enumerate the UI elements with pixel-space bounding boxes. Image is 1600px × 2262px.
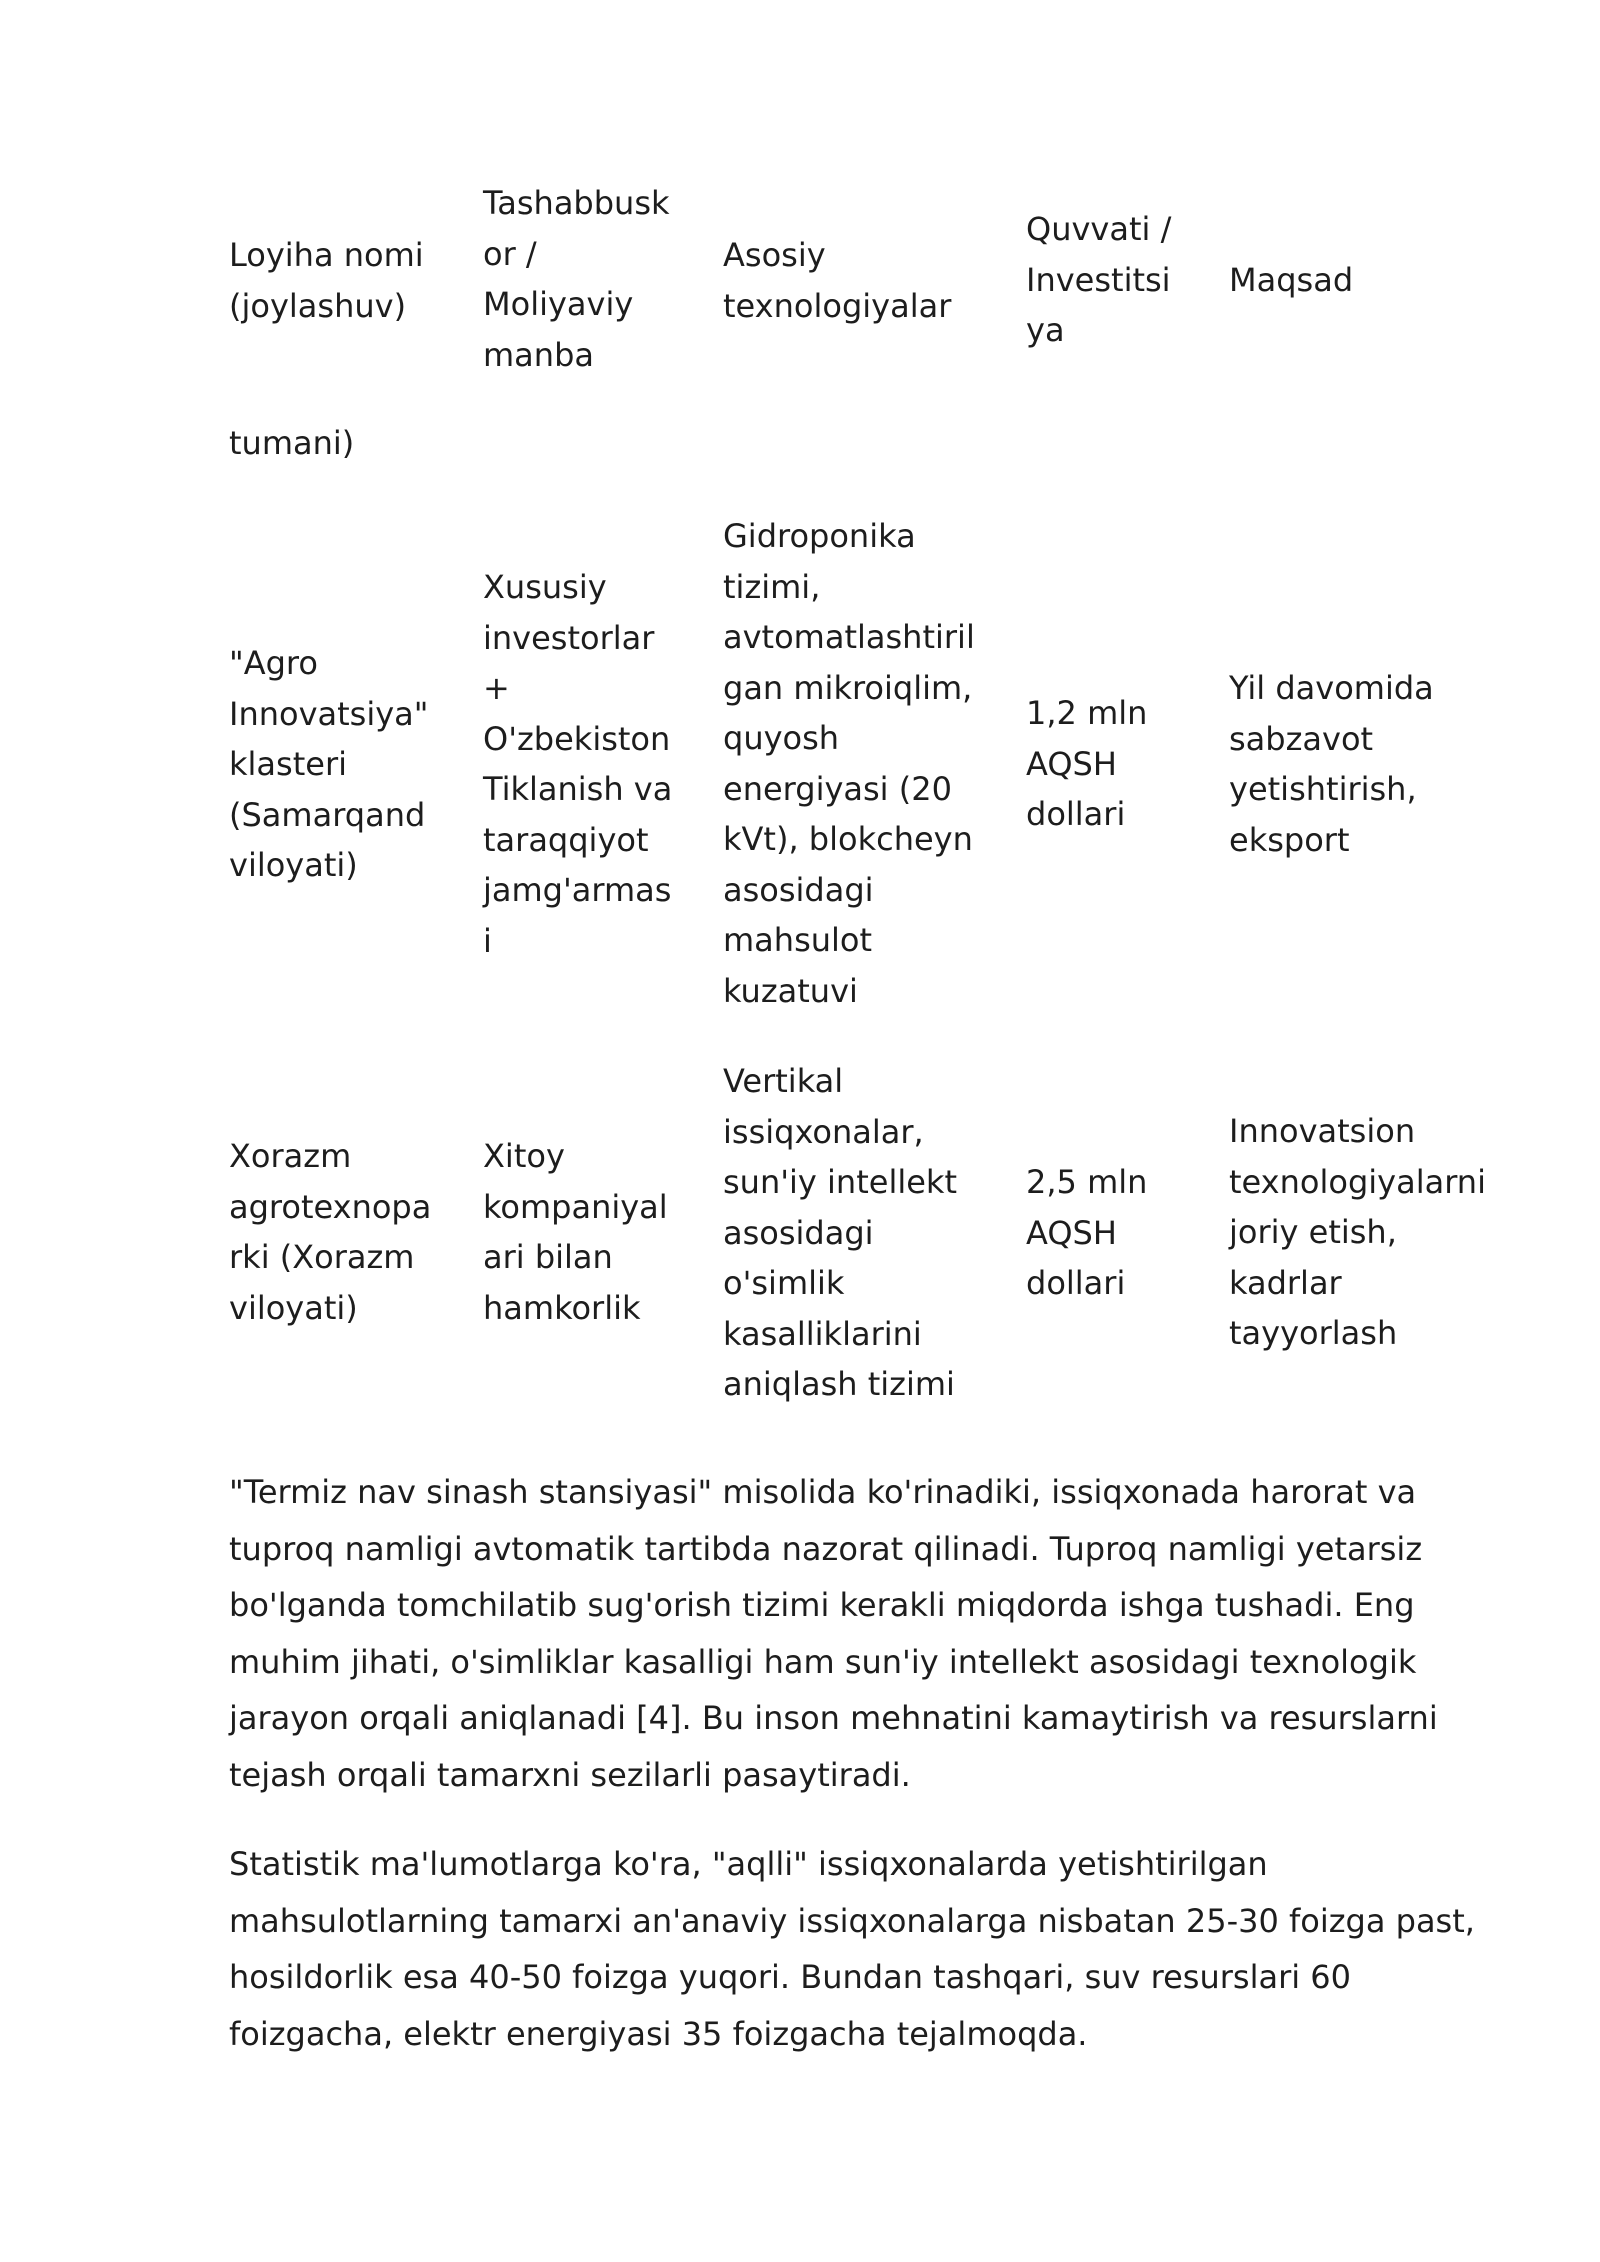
body-paragraph: Statistik ma'lumotlarga ko'ra, "aqlli" issiqxonalarda yetishtirilgan mahsulotlarning tamarxi an'anaviy issiqxonalarga nisbatan 25-30 foizga past, hosildorlik esa 40-50 foizga yuqori. Bundan tashqari, suv resurslari 60 foizgacha, elektr energiyasi 35 foizgacha tejalmoqda.: [229, 1845, 1475, 2053]
row1-goal: Yil davomida sabzavot yetishtirish, eksport: [1229, 669, 1434, 859]
header-goal: Maqsad: [1229, 261, 1354, 299]
header-technologies: Asosiy texnologiyalar: [723, 236, 952, 325]
header-capacity: Quvvati / Investitsi ya: [1026, 210, 1172, 349]
row2-capacity: 2,5 mln AQSH dollari: [1026, 1163, 1148, 1302]
row2-goal: Innovatsion texnologiyalarni joriy etish, kadrlar tayyorlash: [1229, 1112, 1486, 1352]
header-project-name: Loyiha nomi (joylashuv): [229, 236, 424, 325]
row2-technologies: Vertikal issiqxonalar, sun'iy intellekt asosidagi o'simlik kasalliklarini aniqlash tizimi: [723, 1062, 957, 1403]
body-paragraph: "Termiz nav sinash stansiyasi" misolida ko'rinadiki, issiqxonada harorat va tuproq namligi avtomatik tartibda nazorat qilinadi. Tuproq namligi yetarsiz bo'lganda tomchilatib sug'orish tizimi kerakli miqdorda ishga tushadi. Eng muhim jihati, o'simliklar kasalligi ham sun'iy intellekt asosidagi texnologik jarayon orqali aniqlanadi [4]. Bu inson mehnatini kamaytirish va resurslarni tejash orqali tamarxni sezilarli pasaytiradi.: [229, 1473, 1438, 1794]
row1-technologies: Gidroponika tizimi, avtomatlashtiril gan mikroiqlim, quyosh energiyasi (20 kVt), blokcheyn asosidagi mahsulot kuzatuvi: [723, 517, 975, 1010]
row2-project-name: Xorazm agrotexnopa rki (Xorazm viloyati): [229, 1137, 432, 1327]
row2-initiator: Xitoy kompaniyal ari bilan hamkorlik: [483, 1137, 668, 1327]
row1-initiator: Xususiy investorlar + O'zbekiston Tiklanish va taraqqiyot jamg'armas i: [483, 568, 673, 960]
row1-capacity: 1,2 mln AQSH dollari: [1026, 694, 1148, 833]
table-continuation-text: tumani): [229, 424, 355, 462]
header-initiator: Tashabbusk or / Moliyaviy manba: [483, 184, 670, 374]
row1-project-name: "Agro Innovatsiya" klasteri (Samarqand viloyati): [229, 644, 429, 884]
